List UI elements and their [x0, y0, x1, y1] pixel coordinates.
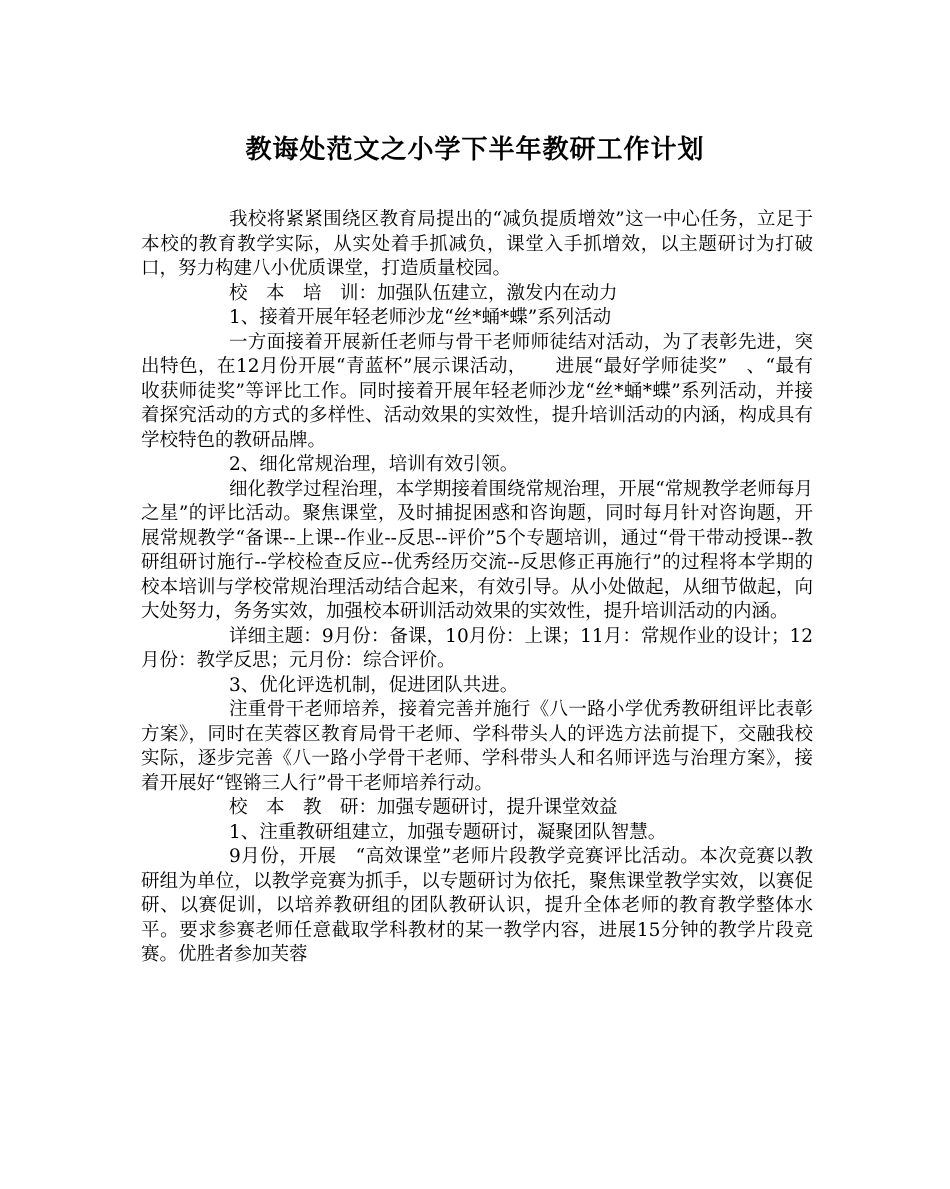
subheading-research-groups: 1、注重教研组建立，加强专题研讨，凝聚团队智慧。 [229, 821, 667, 843]
section-heading-research: 校 本 教 研：加强专题研讨，提升课堂效益 [229, 797, 618, 818]
paragraph-topics: 详细主题：9月份：备课，10月份：上课；11月：常规作业的设计；12月份：教学反思；元月份：综合评价。 [141, 625, 813, 671]
subheading-salon: 1、接着开展年轻老师沙龙“丝*蛹*蝶”系列活动 [229, 307, 612, 328]
paragraph-routine: 细化教学过程治理，本学期接着围绕常规治理，开展“常规教学老师每月之星”的评比活动。聚焦课堂，及时捕捉困惑和咨询题，同时每月针对咨询题，开展常规教学“备课--上课--作业--反思--评价”5个专题培训，通过“骨干带动授课--教研组研讨施行--学校检查反应--优秀经历交流--反思修正再施行”的过程将本学期的校本培训与学校常规治理活动结合起来，有效引导。从小处做起，从细节做起，向大处努力，务务实效，加强校本研训活动效果的实效性，提升培训活动的内涵。 [141, 478, 813, 622]
subheading-routine: 2、细化常规治理，培训有效引领。 [229, 454, 519, 475]
paragraph-intro: 我校将紧紧围绕区教育局提出的“减负提质增效”这一中心任务，立足于本校的教育教学实际，从实处着手抓减负，课堂入手抓增效，以主题研讨为打破口，努力构建八小优质课堂，打造质量校园。 [141, 209, 813, 279]
paragraph-competition: 9月份，开展 “高效课堂”老师片段教学竞赛评比活动。本次竞赛以教研组为单位，以教学竞赛为抓手，以专题研讨为依托，聚焦课堂教学实效，以赛促研、以赛促训，以培养教研组的团队教研认识，提升全体老师的教育教学整体水平。要求参赛老师任意截取学科教材的某一教学内容，进展15分钟的教学片段竞赛。优胜者参加芙蓉 [141, 846, 813, 965]
document-body [141, 208, 813, 968]
document-title: 教诲处范文之小学下半年教研工作计划 [245, 135, 705, 165]
section-heading-training: 校 本 培 训：加强队伍建立，激发内在动力 [229, 282, 618, 304]
paragraph-mentorship: 一方面接着开展新任老师与骨干老师师徒结对活动，为了表彰先进，突出特色，在12月份开展“青蓝杯”展示课活动， 进展“最好学师徒奖” 、“最有收获师徒奖”等评比工作。同时接着开展年轻老师沙龙“丝*蛹*蝶”系列活动，并接着探究活动的方式的多样性、活动效果的实效性，提升培训活动的内涵，构成具有学校特色的教研品牌。 [141, 331, 813, 451]
subheading-evaluation: 3、优化评选机制，促进团队共进。 [229, 674, 519, 696]
paragraph-evaluation: 注重骨干老师培养，接着完善并施行《八一路小学优秀教研组评比表彰方案》，同时在芙蓉区教育局骨干老师、学科带头人的评选方法前提下，交融我校实际，逐步完善《八一路小学骨干老师、学科带头人和名师评选与治理方案》，接着开展好“铿锵三人行”骨干老师培养行动。 [141, 699, 813, 794]
